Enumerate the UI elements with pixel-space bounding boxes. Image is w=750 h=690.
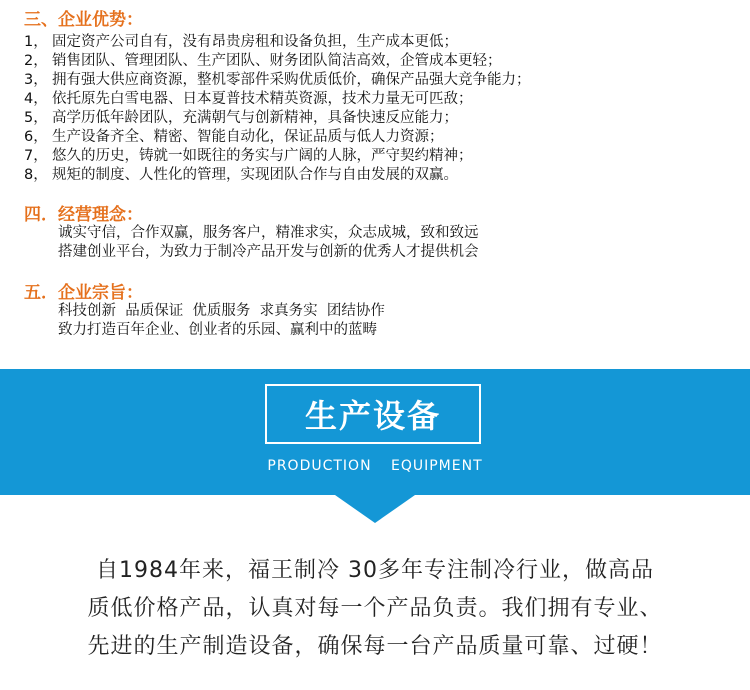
list-item: 1， 固定资产公司自有，没有昂贵房租和设备负担，生产成本更低； xyxy=(24,34,458,50)
list-item: 3， 拥有强大供应商资源，整机零部件采购优质低价，确保产品强大竞争能力； xyxy=(24,72,531,88)
list-item: 4， 依托原先白雪电器、日本夏普技术精英资源，技术力量无可匹敌； xyxy=(24,91,473,107)
list-item: 2， 销售团队、管理团队、生产团队、财务团队简洁高效，企管成本更轻； xyxy=(24,53,502,69)
tenet-line: 致力打造百年企业、创业者的乐园、赢利中的蓝畴 xyxy=(58,322,377,338)
list-item: 8， 规矩的制度、人性化的管理，实现团队合作与自由发展的双赢。 xyxy=(24,167,458,183)
section-title-tenet: 五．企业宗旨： xyxy=(24,283,143,303)
tenet-line: 科技创新 品质保证 优质服务 求真务实 团结协作 xyxy=(58,303,385,319)
intro-line: 自1984年来，福王制冷 30多年专注制冷行业，做高品 xyxy=(96,558,654,583)
intro-line: 先进的生产制造设备，确保每一台产品质量可靠、过硬！ xyxy=(87,634,663,659)
section-title-advantages: 三、企业优势： xyxy=(24,10,143,30)
list-item: 7， 悠久的历史，铸就一如既往的务实与广阔的人脉，严守契约精神； xyxy=(24,148,473,164)
list-item: 6， 生产设备齐全、精密、智能自动化，保证品质与低人力资源； xyxy=(24,129,444,145)
section-title-philosophy: 四．经营理念： xyxy=(24,205,143,225)
intro-line: 质低价格产品，认真对每一个产品负责。我们拥有专业、 xyxy=(87,596,663,621)
banner-notch xyxy=(335,495,415,523)
philosophy-line: 搭建创业平台，为致力于制冷产品开发与创新的优秀人才提供机会 xyxy=(58,244,479,260)
philosophy-line: 诚实守信，合作双赢，服务客户，精准求实，众志成城，致和致远 xyxy=(58,225,479,241)
list-item: 5， 高学历低年龄团队，充满朝气与创新精神，具备快速反应能力； xyxy=(24,110,458,126)
banner-title-box xyxy=(265,384,481,444)
banner-title: 生产设备 xyxy=(304,397,441,435)
banner-subtitle: PRODUCTION EQUIPMENT xyxy=(267,458,483,474)
